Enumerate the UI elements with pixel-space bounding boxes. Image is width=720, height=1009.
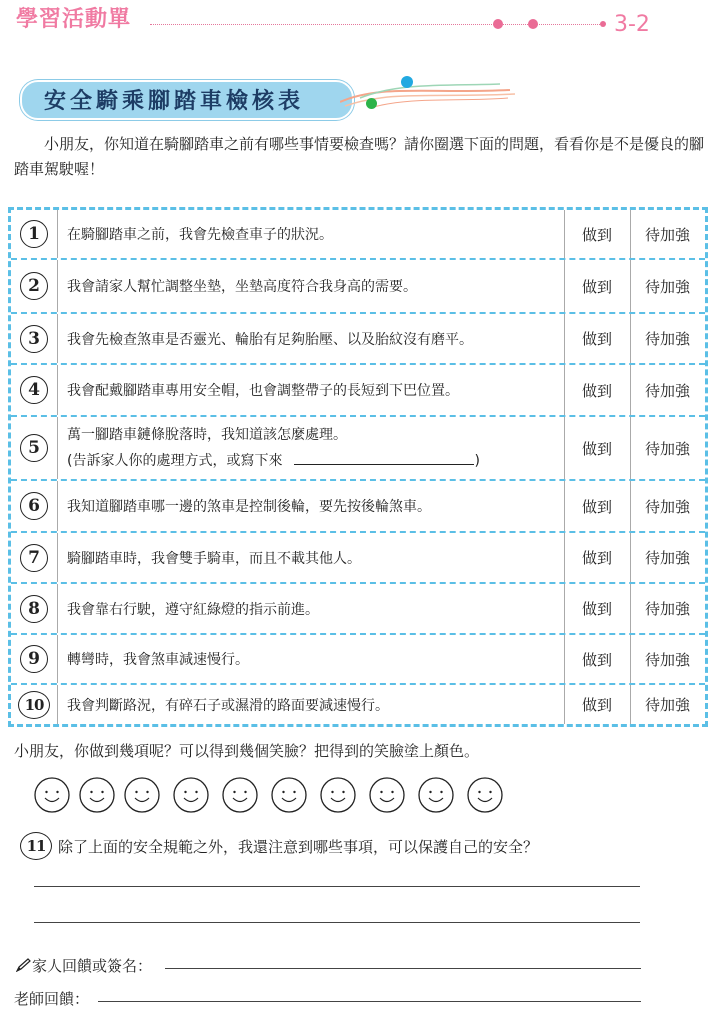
improve-option[interactable]: 待加強 (644, 330, 690, 348)
table-row (11, 481, 705, 533)
done-option[interactable]: 做到 (564, 314, 631, 363)
smiley-face-icon[interactable] (271, 777, 307, 813)
item-number: 7 (20, 544, 48, 572)
item-number: 9 (20, 645, 48, 673)
improve-option[interactable]: 待加強 (644, 696, 690, 714)
improve-option[interactable]: 待加強 (644, 225, 690, 244)
improve-option[interactable]: 待加強 (644, 439, 690, 458)
header-dot (528, 19, 538, 29)
item-number: 3 (20, 325, 48, 353)
improve-option[interactable]: 待加強 (644, 600, 690, 618)
header-dot (600, 21, 606, 27)
table-row (11, 260, 705, 314)
checklist-table (8, 207, 708, 727)
item-number: 4 (20, 376, 48, 404)
smiley-face-icon[interactable] (369, 777, 405, 813)
teacher-feedback-label: 老師回饋： (14, 990, 90, 1008)
decor-dot-green (366, 98, 377, 109)
table-row (11, 635, 705, 685)
subtext-close: ) (474, 453, 480, 469)
item-number: 10 (18, 691, 50, 719)
smiley-face-icon[interactable] (320, 777, 356, 813)
answer-blank[interactable] (294, 450, 474, 465)
done-option[interactable]: 做到 (564, 635, 631, 683)
smiley-face-icon[interactable] (79, 777, 115, 813)
table-row (11, 365, 705, 417)
family-feedback-label: 家人回饋或簽名： (32, 957, 153, 975)
improve-option[interactable]: 待加強 (644, 381, 690, 400)
improve-option[interactable]: 待加強 (644, 650, 690, 669)
table-row (11, 314, 705, 365)
done-option[interactable]: 做到 (564, 417, 631, 479)
table-row (11, 533, 705, 584)
improve-option[interactable]: 待加強 (644, 549, 690, 567)
worksheet-number: 3-2 (614, 12, 650, 37)
answer-line[interactable] (34, 922, 640, 923)
done-option[interactable]: 做到 (564, 584, 631, 633)
item-text: 我會先檢查煞車是否靈光、輪胎有足夠胎壓、以及胎紋沒有磨平。 (67, 331, 473, 348)
done-option[interactable]: 做到 (564, 210, 631, 258)
swoosh-decoration (340, 76, 520, 116)
header-dot (493, 19, 503, 29)
table-row (11, 685, 705, 724)
smiley-face-icon[interactable] (467, 777, 503, 813)
done-option[interactable]: 做到 (564, 685, 631, 724)
improve-option[interactable]: 待加強 (644, 277, 690, 296)
item-text: 在騎腳踏車之前，我會先檢查車子的狀況。 (67, 227, 333, 243)
item-text: 我會判斷路況，有碎石子或濕滑的路面要減速慢行。 (67, 697, 389, 714)
item-text: 我會靠右行駛，遵守紅綠燈的指示前進。 (67, 601, 319, 618)
table-row (11, 584, 705, 635)
table-row (11, 417, 705, 481)
item-number: 6 (20, 492, 48, 520)
worksheet-header-title: 學習活動單 (16, 7, 132, 32)
done-option[interactable]: 做到 (564, 481, 631, 531)
question-number: 11 (20, 832, 52, 860)
item-text: 轉彎時，我會煞車減速慢行。 (67, 652, 249, 668)
item-number: 5 (20, 434, 48, 462)
smiley-face-icon[interactable] (34, 777, 70, 813)
item-number: 2 (20, 272, 48, 300)
smiley-face-icon[interactable] (418, 777, 454, 813)
question-text: 除了上面的安全規範之外，我還注意到哪些事項，可以保護自己的安全？ (58, 838, 539, 856)
item-text: 我知道腳踏車哪一邊的煞車是控制後輪，要先按後輪煞車。 (67, 499, 431, 515)
answer-line[interactable] (34, 886, 640, 887)
smiley-instruction: 小朋友，你做到幾項呢？可以得到幾個笑臉？把得到的笑臉塗上顏色。 (14, 742, 480, 760)
improve-option[interactable]: 待加強 (644, 497, 690, 516)
checklist-title: 安全騎乘腳踏車檢核表 (44, 89, 305, 114)
family-signature-line[interactable] (165, 968, 641, 969)
done-option[interactable]: 做到 (564, 365, 631, 415)
item-text: 我會配戴腳踏車專用安全帽，也會調整帶子的長短到下巴位置。 (67, 383, 459, 399)
item-text: 萬一腳踏車鏈條脫落時，我知道該怎麼處理。 (67, 427, 347, 443)
intro-text: 小朋友，你知道在騎腳踏車之前有哪些事情要檢查嗎？請你圈選下面的問題，看看你是不是優良的腳踏車駕駛喔！ (14, 135, 705, 178)
decor-dot-blue (401, 76, 413, 88)
item-number: 1 (20, 220, 48, 248)
table-row (11, 210, 705, 260)
pencil-icon (16, 958, 32, 972)
smiley-face-icon[interactable] (222, 777, 258, 813)
done-option[interactable]: 做到 (564, 260, 631, 312)
item-text: 騎腳踏車時，我會雙手騎車，而且不載其他人。 (67, 550, 361, 567)
smiley-face-icon[interactable] (124, 777, 160, 813)
done-option[interactable]: 做到 (564, 533, 631, 582)
item-text: 我會請家人幫忙調整坐墊，坐墊高度符合我身高的需要。 (67, 279, 417, 295)
item-subtext: (告訴家人你的處理方式，或寫下來 (67, 453, 283, 469)
item-number: 8 (20, 595, 48, 623)
smiley-face-icon[interactable] (173, 777, 209, 813)
teacher-feedback-line[interactable] (98, 1001, 641, 1002)
